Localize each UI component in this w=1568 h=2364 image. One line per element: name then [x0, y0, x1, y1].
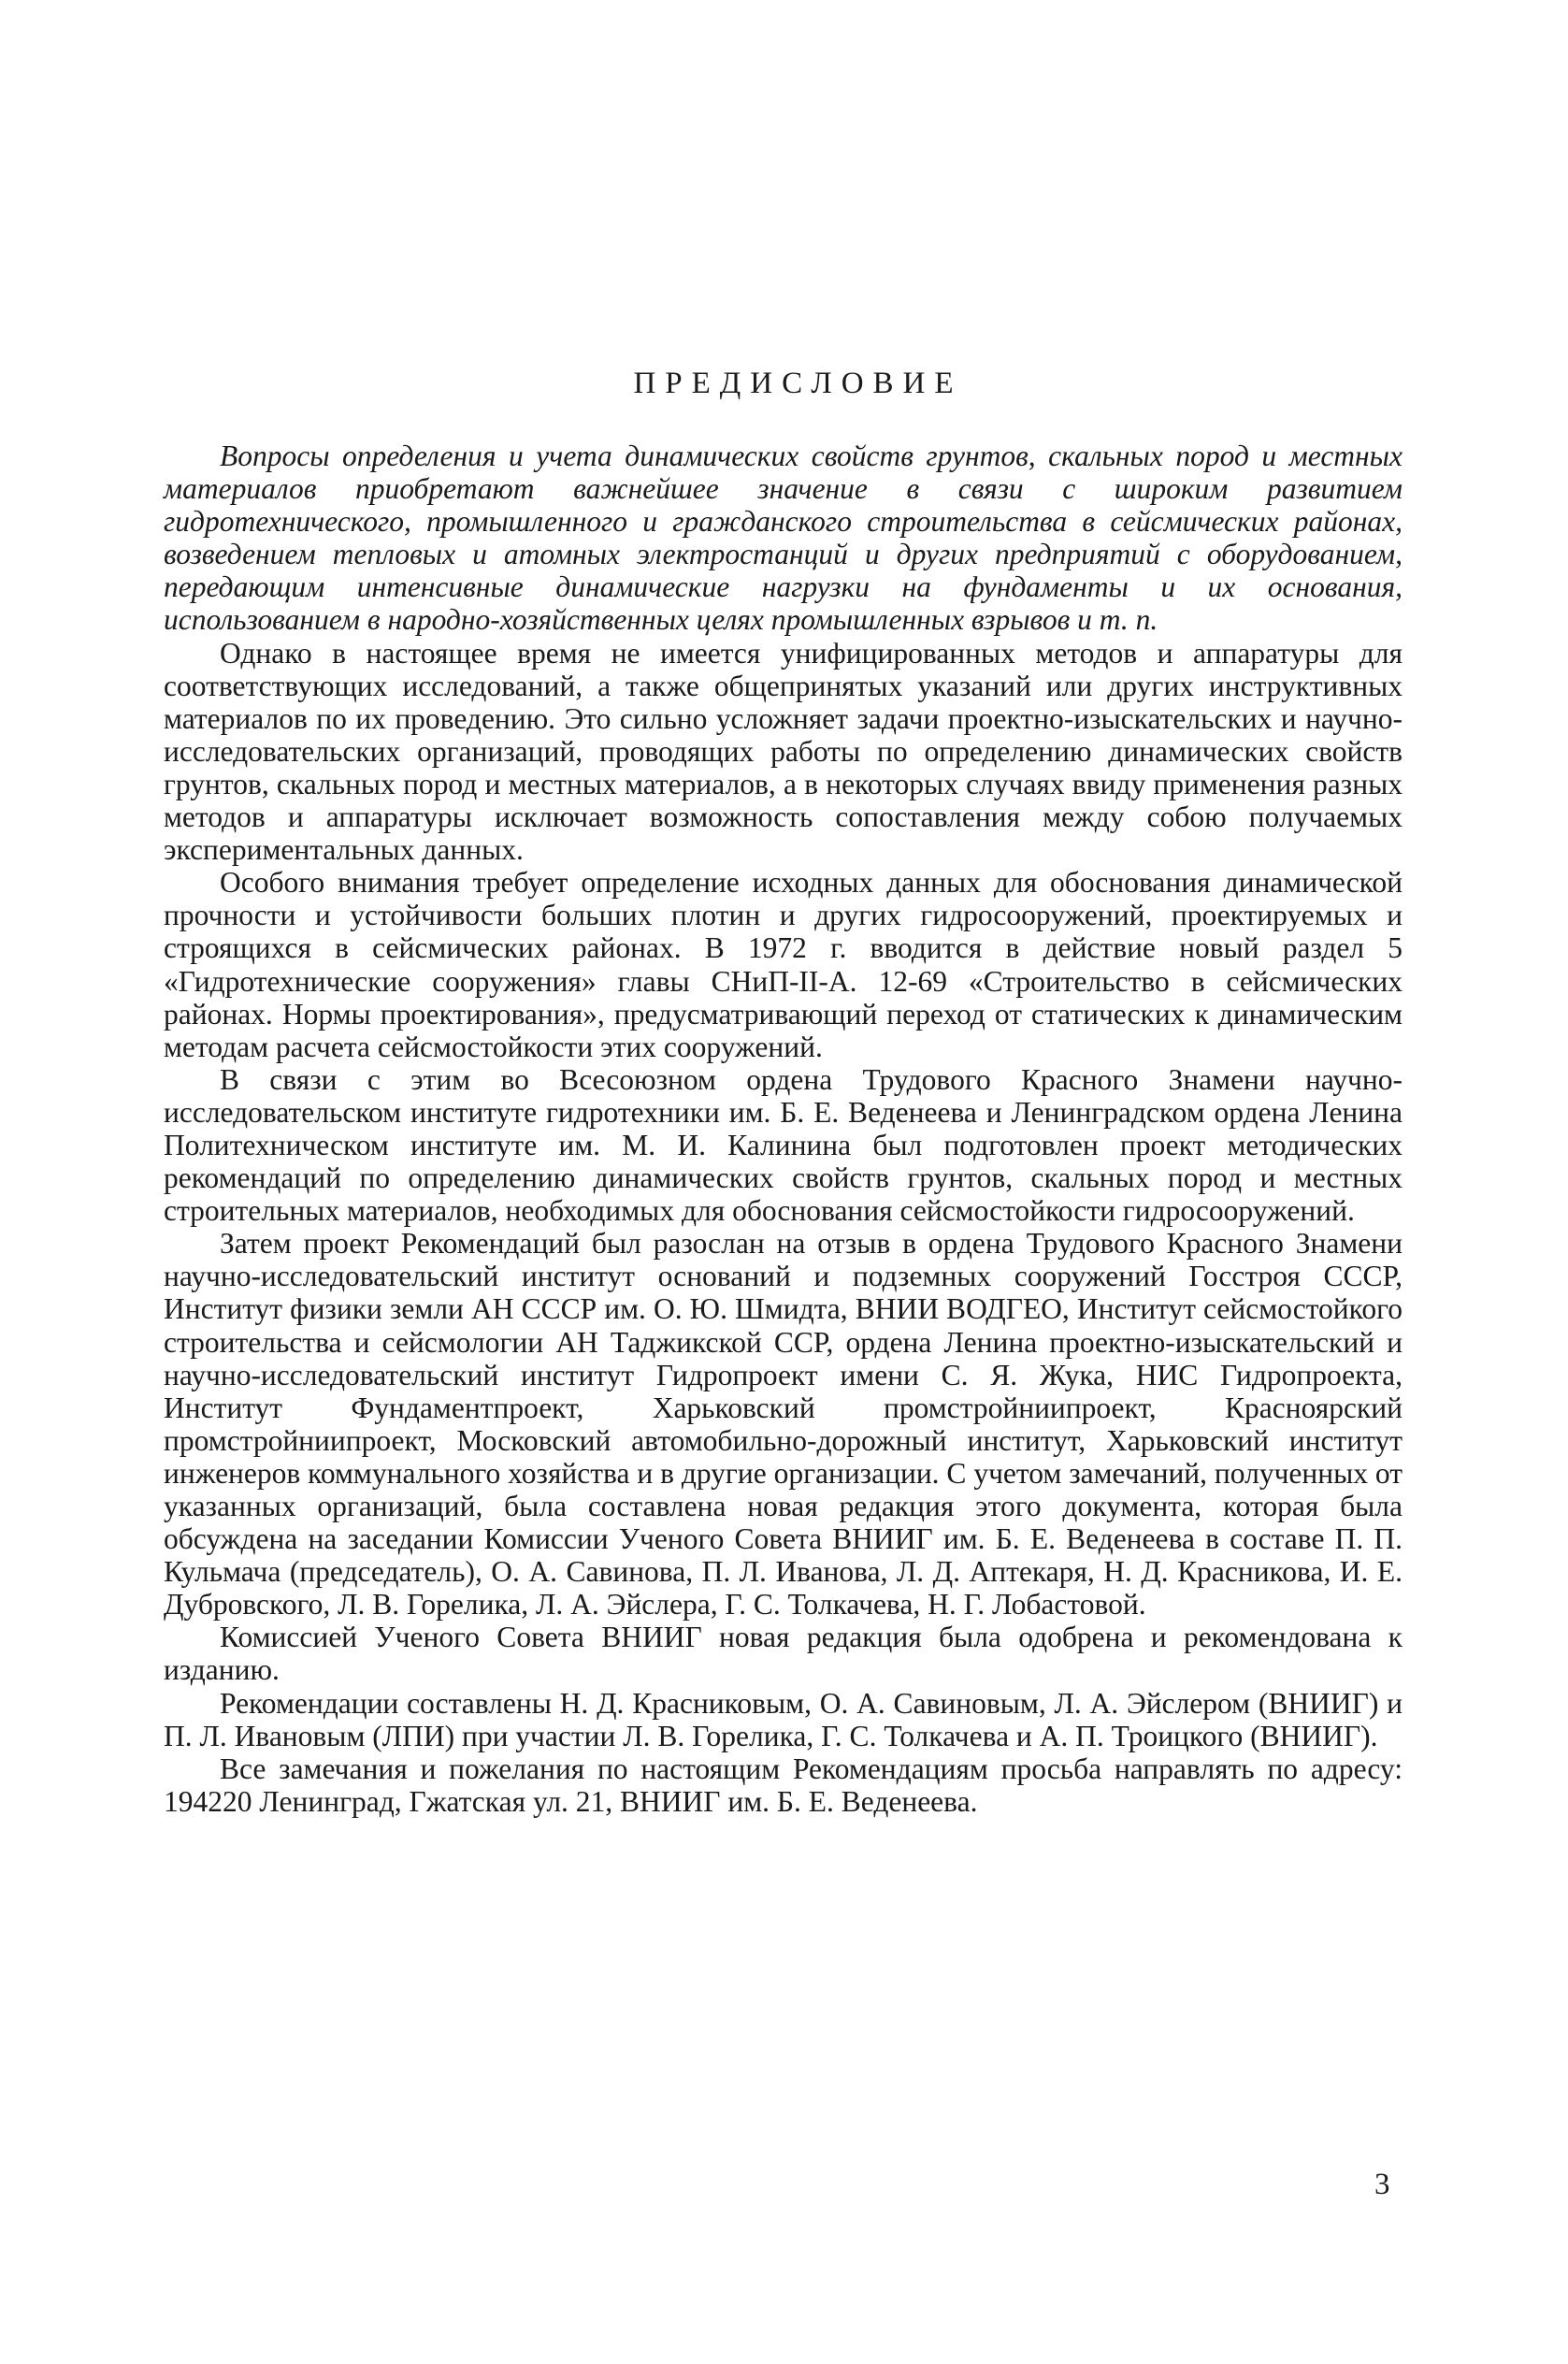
page-title: ПРЕДИСЛОВИЕ	[633, 367, 963, 400]
page-number: 3	[1374, 2168, 1390, 2201]
paragraph-7: Рекомендации составлены Н. Д. Красниковым, О. А. Савиновым, Л. А. Эйслером (ВНИИГ) и П. Л. Ивановым (ЛПИ) при участии Л. В. Горелика, Г. С. Толкачева и А. П. Троицкого (ВНИИГ).	[164, 1686, 1403, 1752]
paragraph-5: Затем проект Рекомендаций был разослан на отзыв в ордена Трудового Красного Знамени научно-исследовательский институт оснований и подземных сооружений Госстроя СССР, Институт физики земли АН СССР им. О. Ю. Шмидта, ВНИИ ВОДГЕО, Институт сейсмостойкого строительства и сейсмологии АН Таджикской ССР, ордена Ленина проектно-изыскательский и научно-исследовательский институт Гидропроект имени С. Я. Жука, НИС Гидропроекта, Институт Фундаментпроект, Харьковский промстройниипроект, Красноярский промстройниипроект, Московский автомобильно-дорожный институт, Харьковский институт инженеров коммунального хозяйства и в другие организации. С учетом замечаний, полученных от указанных организаций, была составлена новая редакция этого документа, которая была обсуждена на заседании Комиссии Ученого Совета ВНИИГ им. Б. Е. Веденеева в составе П. П. Кульмача (председатель), О. А. Савинова, П. Л. Иванова, Л. Д. Аптекаря, Н. Д. Красникова, И. Е. Дубровского, Л. В. Горелика, Л. А. Эйслера, Г. С. Толкачева, Н. Г. Лобастовой.	[164, 1227, 1403, 1622]
paragraph-3: Особого внимания требует определение исходных данных для обоснования динамической прочности и устойчивости больших плотин и других гидросооружений, проектируемых и строящихся в сейсмических районах. В 1972 г. вводится в действие новый раздел 5 «Гидротехнические сооружения» главы СНиП-II-А. 12-69 «Строительство в сейсмических районах. Нормы проектирования», предусматривающий переход от статических к динамическим методам расчета сейсмостойкости этих сооружений.	[164, 866, 1403, 1063]
preface-body	[164, 440, 1403, 1818]
paragraph-4: В связи с этим во Всесоюзном ордена Трудового Красного Знамени научно-исследовательском институте гидротехники им. Б. Е. Веденеева и Ленинградском ордена Ленина Политехническом институте им. М. И. Калинина был подготовлен проект методических рекомендаций по определению динамических свойств грунтов, скальных пород и местных строительных материалов, необходимых для обоснования сейсмостойкости гидросооружений.	[164, 1062, 1403, 1228]
paragraph-2: Однако в настоящее время не имеется унифицированных методов и аппаратуры для соответствующих исследований, а также общепринятых указаний или других инструктивных материалов по их проведению. Это сильно усложняет задачи проектно-изыскательских и научно-исследовательских организаций, проводящих работы по определению динамических свойств грунтов, скальных пород и местных материалов, а в некоторых случаях ввиду применения разных методов и аппаратуры исключает возможность сопоставления между собою получаемых экспериментальных данных.	[164, 636, 1403, 867]
paragraph-6: Комиссией Ученого Совета ВНИИГ новая редакция была одобрена и рекомендована к изданию.	[164, 1621, 1403, 1687]
paragraph-8: Все замечания и пожелания по настоящим Рекомендациям просьба направлять по адресу: 194220 Ленинград, Гжатская ул. 21, ВНИИГ им. Б. Е. Веденеева.	[164, 1751, 1403, 1818]
paragraph-1: Вопросы определения и учета динамических свойств грунтов, скальных пород и местных материалов приобретают важнейшее значение в связи с широким развитием гидротехнического, промышленного и гражданского строительства в сейсмических районах, возведением тепловых и атомных электростанций и других предприятий с оборудованием, передающим интенсивные динамические нагрузки на фундаменты и их основания, использованием в народно-хозяйственных целях промышленных взрывов и т. п.	[164, 440, 1403, 637]
